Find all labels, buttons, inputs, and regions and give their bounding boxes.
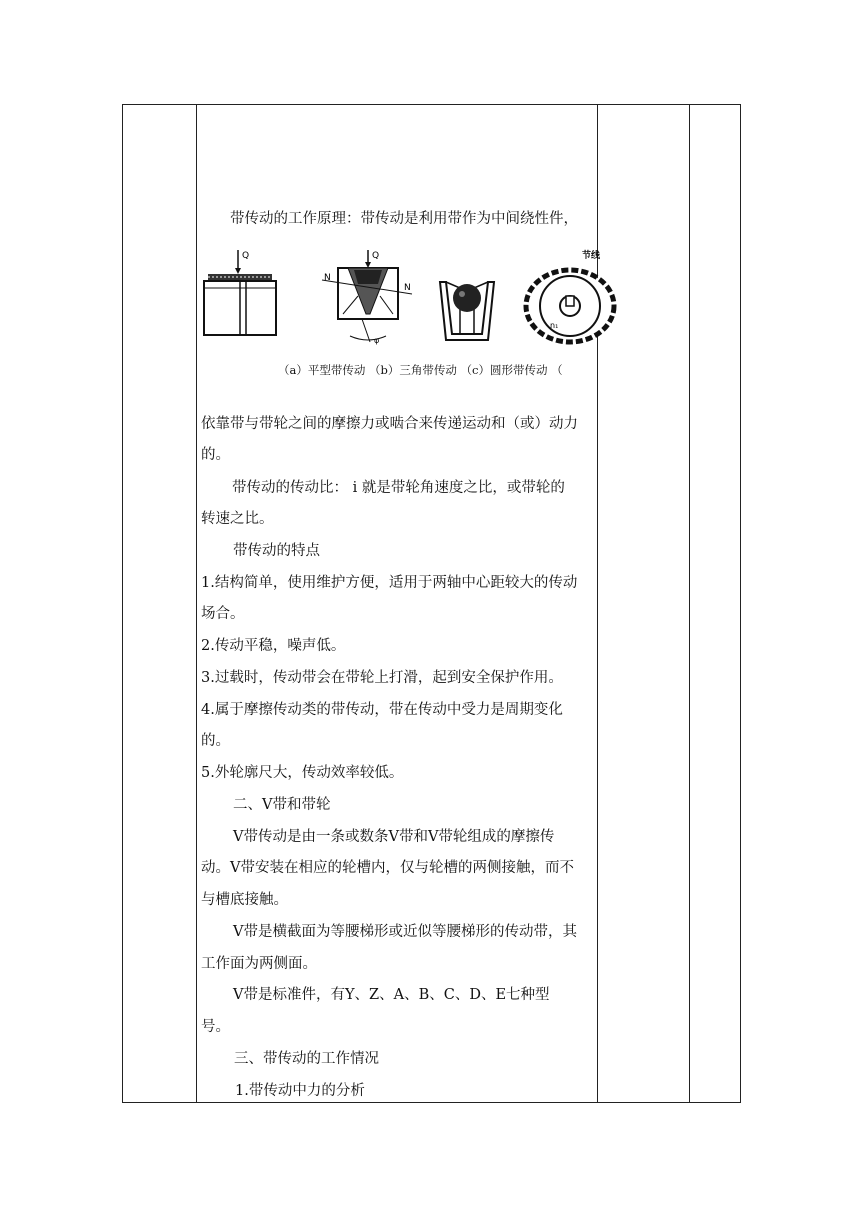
text-line: 带传动的特点: [233, 543, 320, 559]
normal-label-left: N: [324, 273, 331, 283]
text-line: 工作面为两侧面。: [201, 956, 317, 972]
text-line: V带是标准件，有Y、Z、A、B、C、D、E七种型: [233, 987, 550, 1003]
table-col-border-5: [740, 104, 741, 1102]
round-belt-diagram: [440, 282, 494, 340]
flat-belt-diagram: [204, 250, 276, 335]
text-line: 4.属于摩擦传动类的带传动，带在传动中受力是周期变化: [201, 702, 563, 718]
table-col-border-1: [122, 104, 123, 1102]
timing-belt-label: 节线: [582, 251, 601, 261]
text-line: 依靠带与带轮之间的摩擦力或啮合来传递运动和（或）动力: [201, 416, 578, 432]
text-line: V带传动是由一条或数条V带和V带轮组成的摩擦传: [233, 829, 555, 845]
text-line: 转速之比。: [201, 511, 274, 527]
section-heading: 三、带传动的工作情况: [234, 1051, 379, 1067]
text-line: 场合。: [201, 606, 245, 622]
figure-captions: （a）平型带传动 （b）三角带传动 （c）圆形带传动 （: [278, 363, 563, 377]
text-line: 的。: [201, 733, 230, 749]
timing-belt-diagram: [526, 249, 614, 342]
v-belt-diagram: [322, 250, 412, 345]
content-cell: [198, 104, 601, 1102]
section-heading: 二、V带和带轮: [233, 797, 331, 813]
table-col-border-2: [196, 104, 197, 1102]
belt-drive-figure: [198, 244, 601, 345]
text-line: 与槽底接触。: [201, 892, 288, 908]
text-line: 3.过载时，传动带会在带轮上打滑，起到安全保护作用。: [201, 670, 563, 686]
table-col-border-4: [689, 104, 690, 1102]
intro-paragraph: 带传动的工作原理：带传动是利用带作为中间绕性件，: [230, 211, 578, 227]
text-line: 1.结构简单，使用维护方便，适用于两轴中心距较大的传动: [201, 575, 578, 591]
text-line: 号。: [201, 1019, 230, 1035]
text-line: 带传动的传动比： i 就是带轮角速度之比，或带轮的: [232, 480, 565, 496]
text-line: V带是横截面为等腰梯形或近似等腰梯形的传动带，其: [233, 924, 577, 940]
text-line: 的。: [201, 447, 230, 463]
text-line: 2.传动平稳，噪声低。: [201, 638, 346, 654]
load-label-b: Q: [372, 251, 380, 261]
n1-label: n₁: [550, 321, 559, 330]
text-line: 动。V带安装在相应的轮槽内，仅与轮槽的两侧接触，而不: [201, 860, 574, 876]
subsection-heading: 1.带传动中力的分析: [235, 1083, 365, 1099]
load-label-a: Q: [242, 251, 250, 261]
table-bottom-border: [122, 1102, 741, 1103]
phi-label: φ: [374, 336, 380, 345]
normal-label-right: N: [404, 283, 411, 293]
text-line: 5.外轮廓尺大，传动效率较低。: [201, 765, 404, 781]
